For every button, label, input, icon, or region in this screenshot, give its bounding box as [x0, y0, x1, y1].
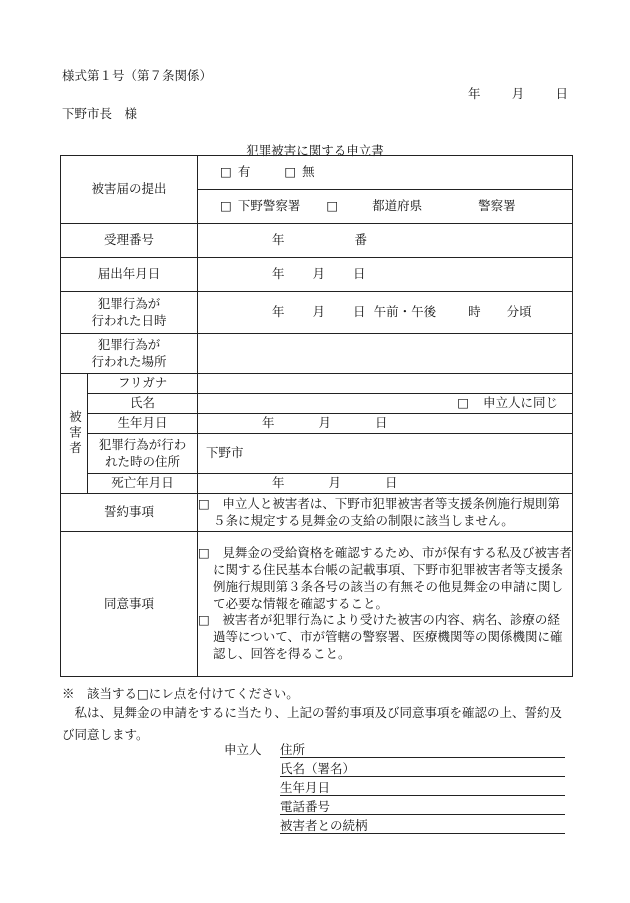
report-date-year: 年 — [272, 266, 285, 282]
victim-address-field[interactable] — [198, 434, 573, 474]
checkbox-shimotsuke-police[interactable]: □ — [220, 198, 232, 214]
applicant-name-field[interactable] — [280, 759, 565, 777]
furigana-label: フリガナ — [88, 374, 198, 394]
receipt-number-label: 受理番号 — [61, 224, 198, 258]
consent-text-cell[interactable] — [198, 532, 573, 677]
report-date-day: 日 — [353, 266, 366, 282]
victim-name-field[interactable] — [198, 394, 573, 414]
date-year: 年 — [468, 86, 481, 101]
crime-datetime-label — [61, 292, 198, 334]
report-label: 被害届の提出 — [61, 156, 198, 224]
applicant-relation-field[interactable] — [280, 816, 565, 834]
checkbox-same-as-applicant[interactable]: □ — [457, 395, 469, 411]
applicant-address-field[interactable] — [280, 740, 565, 758]
applicant-birthdate-field[interactable] — [280, 778, 565, 796]
victim-birth-day: 日 — [375, 415, 388, 431]
shimotsuke-police-label: 下野警察署 — [237, 198, 301, 214]
checkbox-note: ※ 該当する□にレ点を付けてください。 — [62, 686, 299, 701]
pledge-statement: 私は、見舞金の申請をするに当たり、上記の誓約事項及び同意事項を確認の上、誓約及び同意します。 — [62, 705, 563, 742]
victim-death-day: 日 — [385, 475, 398, 491]
crime-month: 月 — [312, 304, 326, 320]
applicant-relation-label: 被害者との続柄 — [280, 818, 368, 833]
crime-day: 日 — [353, 304, 366, 320]
victim-death-label: 死亡年月日 — [88, 474, 198, 494]
victim-birth-month: 月 — [318, 415, 332, 431]
crime-datetime-label-line1: 犯罪行為が — [97, 295, 161, 311]
victim-name-label: 氏名 — [88, 394, 198, 414]
receipt-number-suffix: 番 — [354, 232, 368, 248]
form-number: 様式第１号（第７条関係） — [62, 68, 213, 83]
victim-address-label — [88, 434, 198, 474]
addressee: 下野市長 様 — [62, 106, 138, 121]
victim-death-field[interactable] — [198, 474, 573, 494]
checkbox-other-police[interactable]: □ — [326, 198, 339, 214]
crime-year: 年 — [272, 304, 285, 320]
crime-datetime-label-line2: 行われた日時 — [91, 312, 167, 328]
victim-birth-field[interactable] — [198, 414, 573, 434]
victim-address-label-line2: れた時の住所 — [105, 453, 181, 469]
receipt-year: 年 — [272, 232, 285, 248]
pledge-text-cell[interactable] — [198, 494, 573, 532]
option-no-label: 無 — [302, 164, 315, 180]
checkbox-no[interactable]: □ — [284, 164, 297, 180]
date-day: 日 — [555, 86, 568, 101]
applicant-address-label: 住所 — [280, 742, 306, 757]
applicant-phone-field[interactable] — [280, 797, 565, 815]
report-date-month: 月 — [312, 266, 326, 282]
option-yes-label: 有 — [237, 164, 251, 180]
victim-death-year: 年 — [272, 475, 285, 491]
applicant-name-label: 氏名（署名） — [280, 761, 356, 776]
police-station-label: 警察署 — [478, 198, 516, 214]
crime-minute: 分頃 — [506, 304, 532, 320]
applicant-birthdate-label: 生年月日 — [280, 780, 331, 795]
crime-place-label-line1: 犯罪行為が — [97, 336, 161, 352]
victim-group-label — [61, 374, 88, 494]
document-title: 犯罪被害に関する申立書 — [246, 143, 384, 158]
crime-datetime-field[interactable] — [198, 292, 573, 334]
applicant-phone-label: 電話番号 — [280, 799, 331, 814]
victim-group-label-text: 被害者 — [67, 410, 83, 457]
crime-ampm: 午前・午後 — [373, 304, 437, 320]
consent-item-2: □ 被害者が犯罪行為により受けた被害の内容、病名、診療の経過等について、市が管轄の警察署、医療機関等の関係機関に確認し、回答を得ること。 — [198, 612, 563, 662]
victim-birth-label: 生年月日 — [88, 414, 198, 434]
crime-place-label — [61, 334, 198, 374]
crime-place-label-line2: 行われた場所 — [91, 353, 167, 369]
victim-death-month: 月 — [328, 475, 342, 491]
report-police-cell — [198, 190, 573, 224]
crime-hour: 時 — [468, 304, 481, 320]
date-line — [468, 84, 568, 102]
report-yes-no-cell — [198, 156, 573, 190]
pledge-text: □ 申立人と被害者は、下野市犯罪被害者等支援条例施行規則第５条に規定する見舞金の支給の制限に該当しません。 — [198, 495, 560, 528]
crime-place-field[interactable] — [198, 334, 573, 374]
furigana-field[interactable] — [198, 374, 573, 394]
consent-label: 同意事項 — [61, 532, 198, 677]
same-as-applicant-label: 申立人に同じ — [483, 395, 559, 411]
victim-address-value: 下野市 — [206, 445, 244, 461]
checkbox-yes[interactable]: □ — [220, 164, 232, 180]
victim-address-label-line1: 犯罪行為が行わ — [98, 436, 187, 452]
application-form-table — [60, 155, 573, 677]
prefecture-label: 都道府県 — [372, 198, 423, 214]
consent-item-1: □ 見舞金の受給資格を確認するため、市が保有する私及び被害者に関する住民基本台帳の記載事項、下野市犯罪被害者等支援条例施行規則第３条各号の該当の有無その他見舞金の申請に関して必要な情報を確認すること。 — [198, 544, 572, 611]
report-date-field[interactable] — [198, 258, 573, 292]
receipt-number-field[interactable] — [198, 224, 573, 258]
victim-birth-year: 年 — [262, 415, 275, 431]
pledge-label: 誓約事項 — [61, 494, 198, 532]
applicant-label: 申立人 — [224, 742, 262, 757]
report-date-label: 届出年月日 — [61, 258, 198, 292]
date-month: 月 — [511, 86, 525, 101]
